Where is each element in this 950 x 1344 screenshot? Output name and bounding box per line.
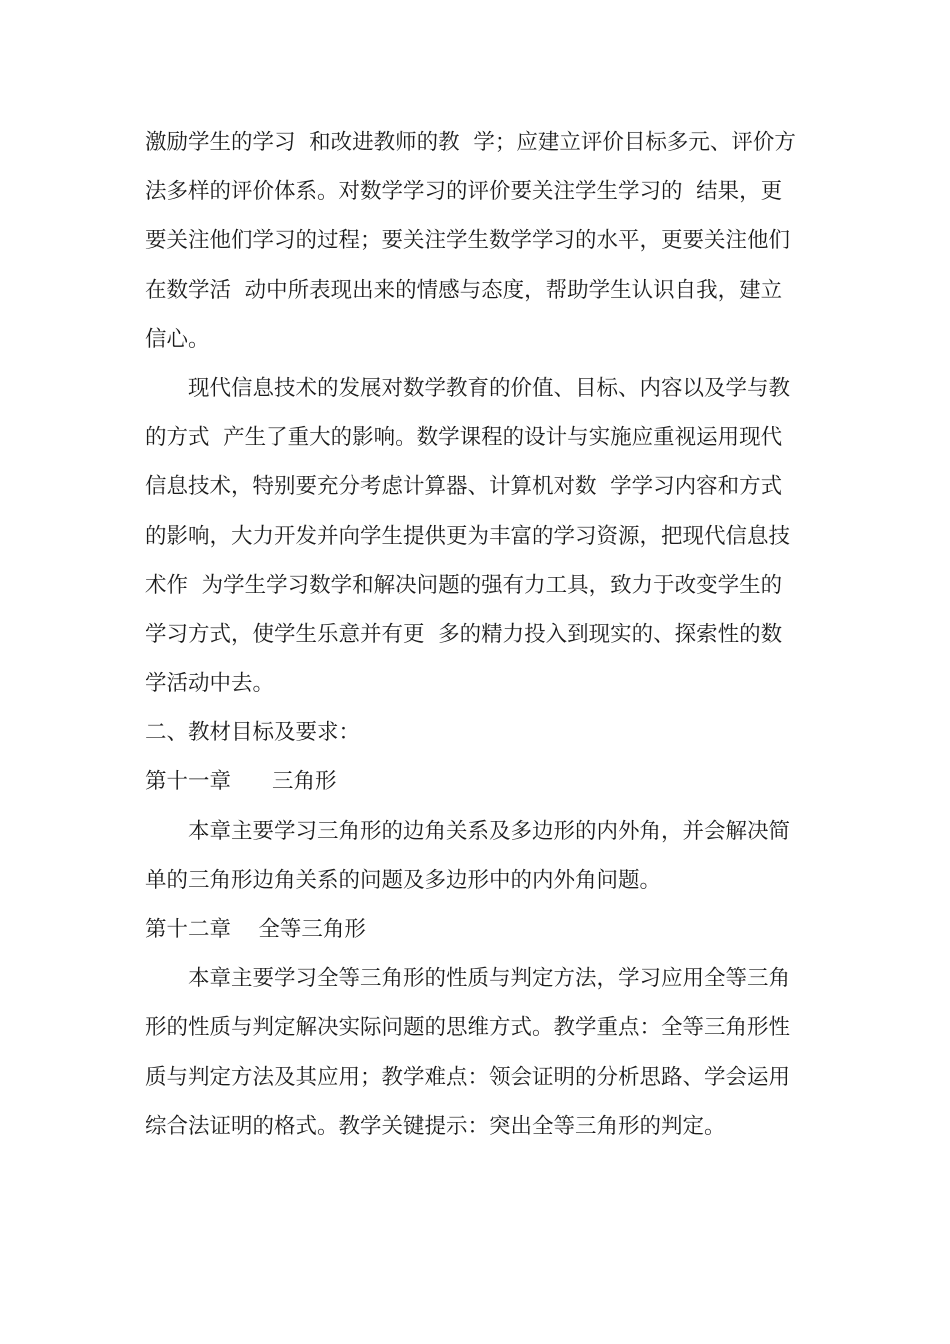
- text-line: 术作 为学生学习数学和解决问题的强有力工具，致力于改变学生的: [145, 572, 783, 598]
- text-line: 在数学活 动中所表现出来的情感与态度，帮助学生认识自我，建立: [145, 277, 783, 303]
- section-heading: 二、教材目标及要求：: [145, 720, 361, 746]
- text-line: 信息技术，特别要充分考虑计算器、计算机对数 学学习内容和方式: [145, 474, 783, 500]
- text-line: 学活动中去。: [145, 671, 275, 697]
- text-line: 的影响，大力开发并向学生提供更为丰富的学习资源，把现代信息技: [145, 523, 791, 549]
- text-line: 法多样的评价体系。对数学学习的评价要关注学生学习的 结果，更: [145, 179, 783, 205]
- text-line: 形的性质与判定解决实际问题的思维方式。教学重点：全等三角形性: [145, 1015, 791, 1041]
- text-line: 单的三角形边角关系的问题及多边形中的内外角问题。: [145, 867, 662, 893]
- paragraph-first-line: 本章主要学习全等三角形的性质与判定方法，学习应用全等三角: [188, 966, 791, 992]
- chapter-heading: 第十一章 三角形: [145, 769, 337, 795]
- text-line: 学习方式，使学生乐意并有更 多的精力投入到现实的、探索性的数: [145, 621, 783, 647]
- document-body: [145, 118, 810, 1151]
- text-line: 综合法证明的格式。教学关键提示：突出全等三角形的判定。: [145, 1113, 726, 1139]
- chapter-heading: 第十二章 全等三角形: [145, 917, 366, 942]
- text-line: 的方式 产生了重大的影响。数学课程的设计与实施应重视运用现代: [145, 425, 783, 451]
- text-line: 激励学生的学习 和改进教师的教 学；应建立评价目标多元、评价方: [145, 130, 796, 155]
- text-line: 信心。: [145, 326, 210, 352]
- text-line: 质与判定方法及其应用；教学难点：领会证明的分析思路、学会运用: [145, 1064, 791, 1090]
- text-line: 要关注他们学习的过程；要关注学生数学学习的水平，更要关注他们: [145, 228, 791, 254]
- paragraph-first-line: 现代信息技术的发展对数学教育的价值、目标、内容以及学与教: [188, 375, 791, 401]
- paragraph-first-line: 本章主要学习三角形的边角关系及多边形的内外角，并会解决简: [188, 818, 791, 844]
